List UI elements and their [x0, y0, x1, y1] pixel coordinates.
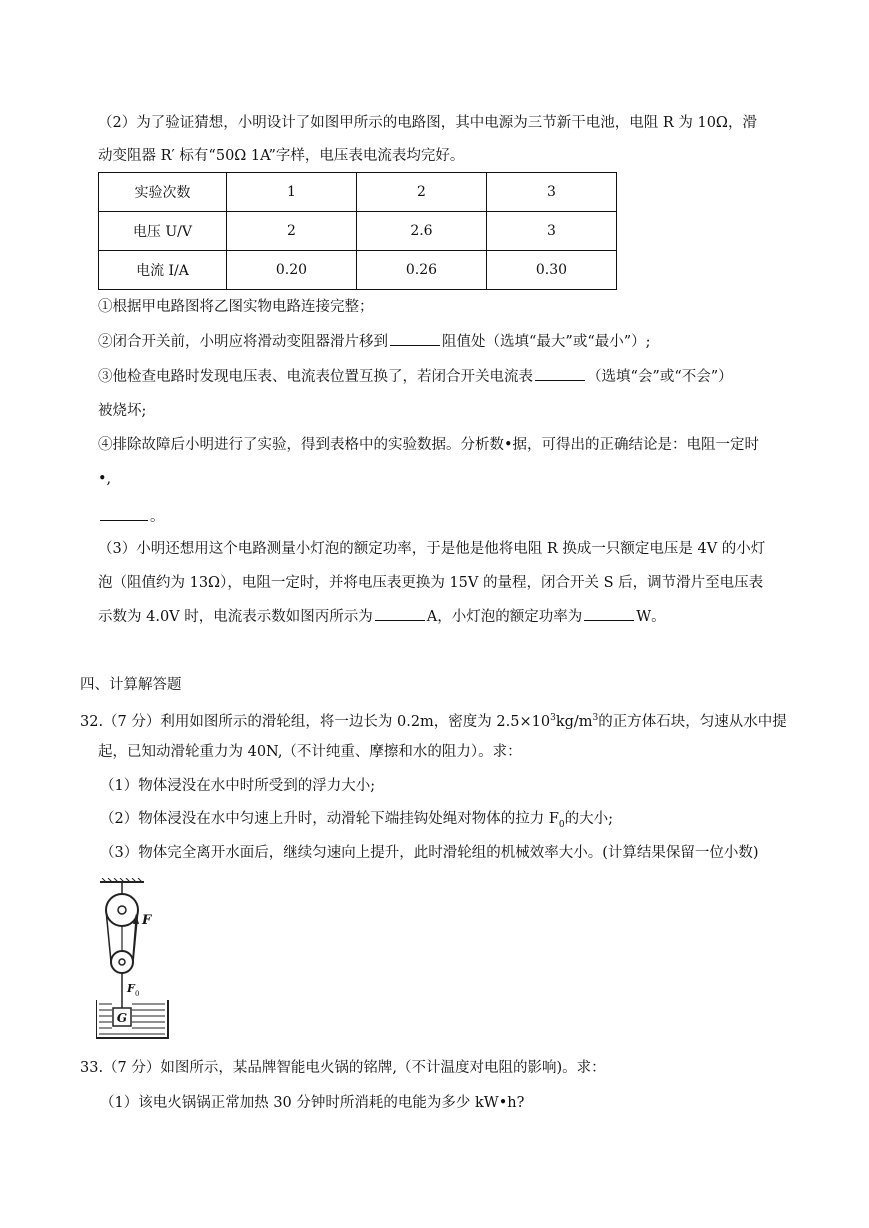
- answer-blank[interactable]: [375, 606, 425, 621]
- table-cell: 1: [226, 173, 356, 212]
- answer-blank[interactable]: [535, 366, 585, 381]
- part3-line3-mid: A，小灯泡的额定功率为: [426, 609, 583, 625]
- q32-text-b: kg/m: [555, 713, 593, 730]
- table-row: [99, 251, 617, 290]
- q32-sub2-subscript: 0: [558, 819, 565, 830]
- item-4: ④排除故障后小明进行了实验，得到表格中的实验数据。分析数•据，可得出的正确结论是：电阻一定时: [98, 437, 760, 453]
- table-cell: 电压 U/V: [99, 212, 227, 251]
- part3-line3-post: W。: [636, 609, 666, 625]
- section-title: 四、计算解答题: [80, 677, 182, 693]
- table-cell: 实验次数: [99, 173, 227, 212]
- movable-pulley: [111, 951, 133, 973]
- item-4-end-text: 。: [150, 509, 165, 525]
- experiment-table: [98, 172, 617, 290]
- item-2-text-post: 阻值处（选填“最大”或“最小”）;: [442, 334, 651, 350]
- item-3-cont: 被烧坏;: [98, 403, 147, 419]
- table-cell: 2: [226, 212, 356, 251]
- item-3-text-pre: ③他检查电路时发现电压表、电流表位置互换了，若闭合开关电流表: [98, 369, 533, 385]
- q32-line1: [80, 708, 787, 732]
- item-1: ①根据甲电路图将乙图实物电路连接完整；: [98, 299, 374, 315]
- q33-line1: 33.（7 分）如图所示，某品牌智能电火锅的铭牌,（不计温度对电阻的影响)。求：: [80, 1060, 606, 1076]
- force-label-F0-sub: 0: [135, 990, 140, 998]
- answer-blank[interactable]: [100, 506, 148, 521]
- table-cell: 电流 I/A: [99, 251, 227, 290]
- part3-line1: （3）小明还想用这个电路测量小灯泡的额定功率，于是他是他将电阻 R 换成一只额定电压是 4V 的小灯: [98, 541, 766, 557]
- q32-line2: 起，已知动滑轮重力为 40N,（不计纯重、摩擦和水的阻力）。求：: [98, 744, 522, 760]
- block-label-G: G: [116, 1011, 128, 1025]
- q32-sub2-pre: （2）物体浸没在水中匀速上升时，动滑轮下端挂钩处绳对物体的拉力 F: [100, 811, 559, 827]
- table-cell: 2.6: [356, 212, 486, 251]
- q32-sub1: （1）物体浸没在水中时所受到的浮力大小;: [100, 778, 376, 794]
- table-row: [99, 173, 617, 212]
- pulley-figure: [96, 878, 170, 1043]
- q32-sub2-post: 的大小;: [564, 811, 614, 827]
- part3-line3-pre: 示数为 4.0V 时，电流表示数如图丙所示为: [98, 609, 373, 625]
- q32-text-c: 的正方体石块，匀速从水中提: [598, 713, 787, 730]
- table-row: [99, 212, 617, 251]
- table-cell: 3: [486, 173, 616, 212]
- item-4-end: [98, 506, 165, 527]
- water-tank: [96, 1000, 168, 1038]
- table-cell: 0.20: [226, 251, 356, 290]
- part3-line2: 泡（阻值约为 13Ω），电阻一定时，并将电压表更换为 15V 的量程，闭合开关 S 后，调节滑片至电压表: [98, 575, 764, 591]
- table-cell: 0.26: [356, 251, 486, 290]
- part2-line1: （2）为了验证猜想，小明设计了如图甲所示的电路图，其中电源为三节新干电池，电阻 R 为 10Ω，滑: [98, 115, 757, 131]
- q32-sup-2: 3: [592, 713, 599, 723]
- item-3-text-post: （选填“会”或“不会”）: [587, 369, 733, 385]
- table-cell: 0.30: [486, 251, 616, 290]
- table-cell: 3: [486, 212, 616, 251]
- item-2: [98, 331, 651, 352]
- part3-line3: [98, 606, 666, 627]
- item-4-mark: •,: [98, 471, 112, 487]
- table-cell: 2: [356, 173, 486, 212]
- answer-blank[interactable]: [390, 331, 440, 346]
- item-2-text-pre: ②闭合开关前，小明应将滑动变阻器滑片移到: [98, 334, 388, 350]
- q32-sub2: [100, 809, 613, 835]
- q32-text-a: 32.（7 分）利用如图所示的滑轮组，将一边长为 0.2m，密度为 2.5×10: [80, 713, 551, 730]
- answer-blank[interactable]: [584, 606, 634, 621]
- force-label-F: F: [142, 913, 152, 928]
- q32-sup-1: 3: [550, 713, 556, 723]
- part2-line2: 动变阻器 R′ 标有“50Ω 1A”字样，电压表电流表均完好。: [98, 148, 465, 164]
- water-lines: [99, 1004, 165, 1034]
- q32-sub3: （3）物体完全离开水面后，继续匀速向上提升，此时滑轮组的机械效率大小。(计算结果保留一位小数): [100, 845, 759, 861]
- item-3: [98, 366, 733, 387]
- force-label-F0: F: [127, 982, 135, 995]
- fixed-pulley: [106, 894, 138, 926]
- q33-sub1: （1）该电火锅锅正常加热 30 分钟时所消耗的电能为多少 kW•h?: [100, 1095, 525, 1111]
